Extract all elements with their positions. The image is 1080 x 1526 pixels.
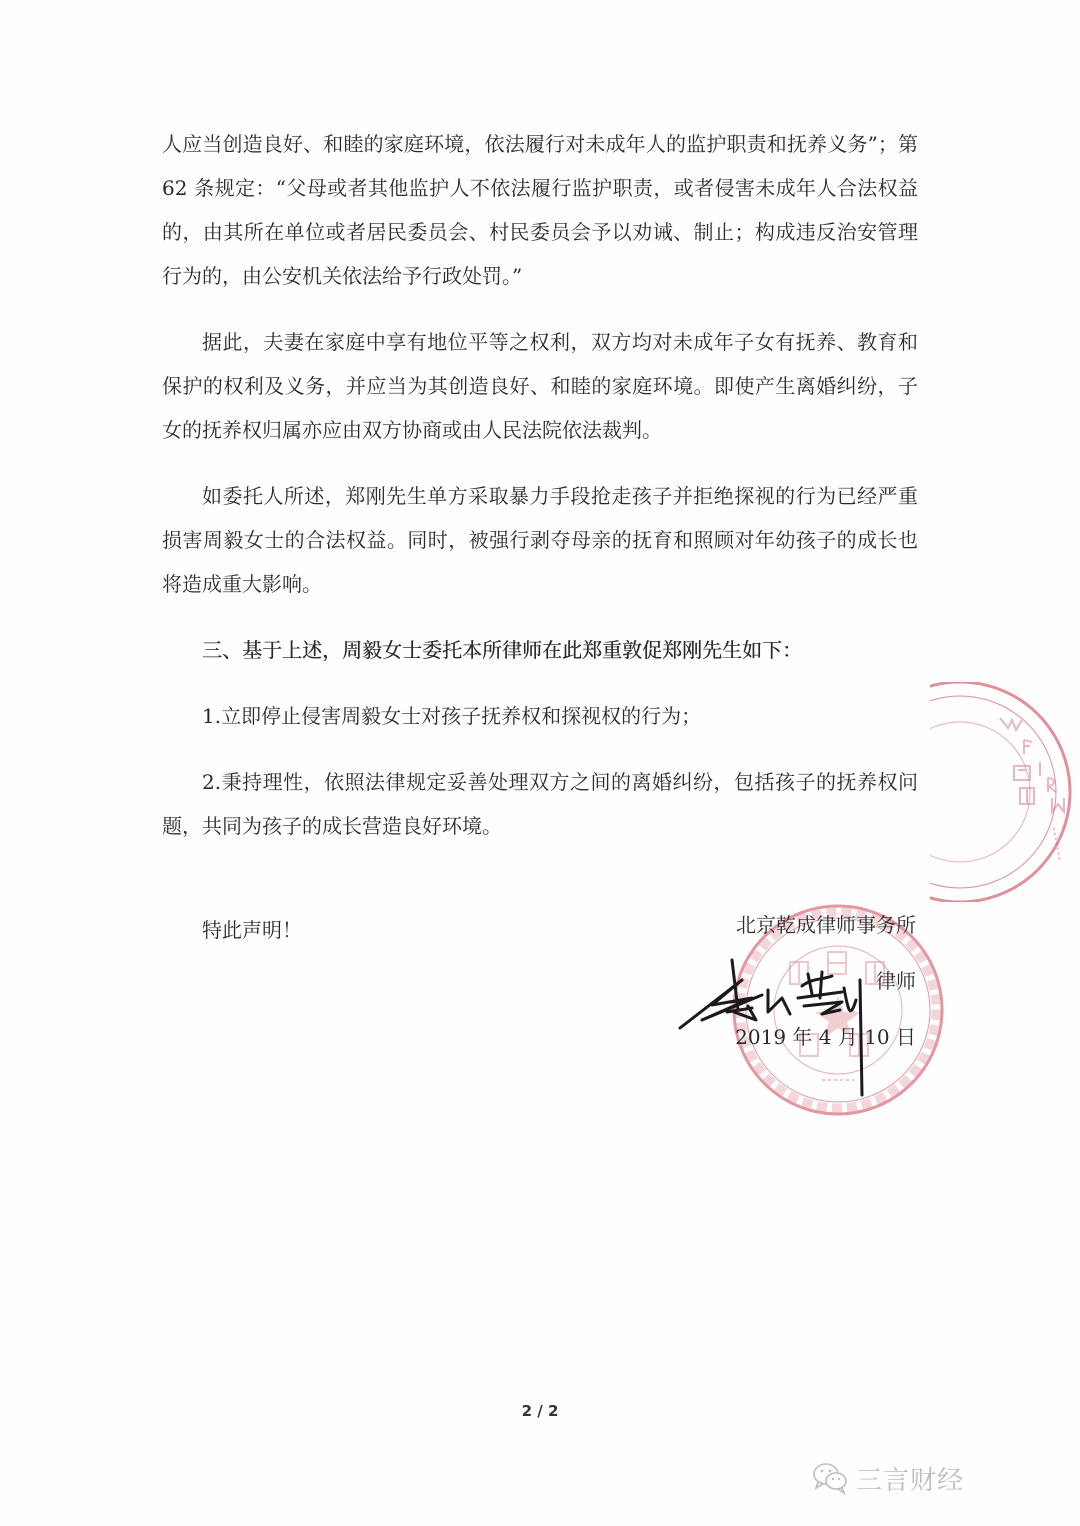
demand-item-1: 1.立即停止侵害周毅女士对孩子抚养权和探视权的行为； <box>202 704 702 728</box>
page-number: 2 / 2 <box>521 1402 559 1420</box>
handwritten-signature <box>672 950 872 1100</box>
letter-body <box>162 122 918 952</box>
paragraph-law-citation: 人应当创造良好、和睦的家庭环境，依法履行对未成年人的监护职责和抚养义务”；第 62 条规定：“父母或者其他监护人不依法履行监护职责，或者侵害未成年人合法权益的，由其所在单位或者居民委员会、村民委员会予以劝诫、制止；构成违反治安管理行为的，由公安机关依法给予行政处罚。” <box>162 132 918 288</box>
demand-item-2: 2.秉持理性，依照法律规定妥善处理双方之间的离婚纠纷，包括孩子的抚养权问题，共同为孩子的成长营造良好环境。 <box>162 770 918 838</box>
section-heading-demands: 三、基于上述，周毅女士委托本所律师在此郑重敦促郑刚先生如下： <box>202 638 802 662</box>
firm-name: 北京乾成律师事务所 <box>736 913 916 937</box>
seam-stamp-partial <box>930 682 1080 902</box>
lawyer-title: 律师 <box>876 969 916 993</box>
paragraph-rights-equality: 据此，夫妻在家庭中享有地位平等之权利，双方均对未成年子女有抚养、教育和保护的权利及义务，并应当为其创造良好、和睦的家庭环境。即使产生离婚纠纷，子女的抚养权归属亦应由双方协商或由人民法院依法裁判。 <box>162 330 918 442</box>
closing-statement: 特此声明！ <box>202 918 302 942</box>
signature-date: 2019 年 4 月 10 日 <box>735 1025 916 1049</box>
paragraph-client-statement: 如委托人所述，郑刚先生单方采取暴力手段抢走孩子并拒绝探视的行为已经严重损害周毅女士的合法权益。同时，被强行剥夺母亲的抚育和照顾对年幼孩子的成长也将造成重大影响。 <box>162 484 918 596</box>
watermark-text: 三言财经 <box>856 1465 965 1496</box>
source-watermark <box>812 1458 964 1498</box>
wechat-icon <box>812 1461 850 1495</box>
